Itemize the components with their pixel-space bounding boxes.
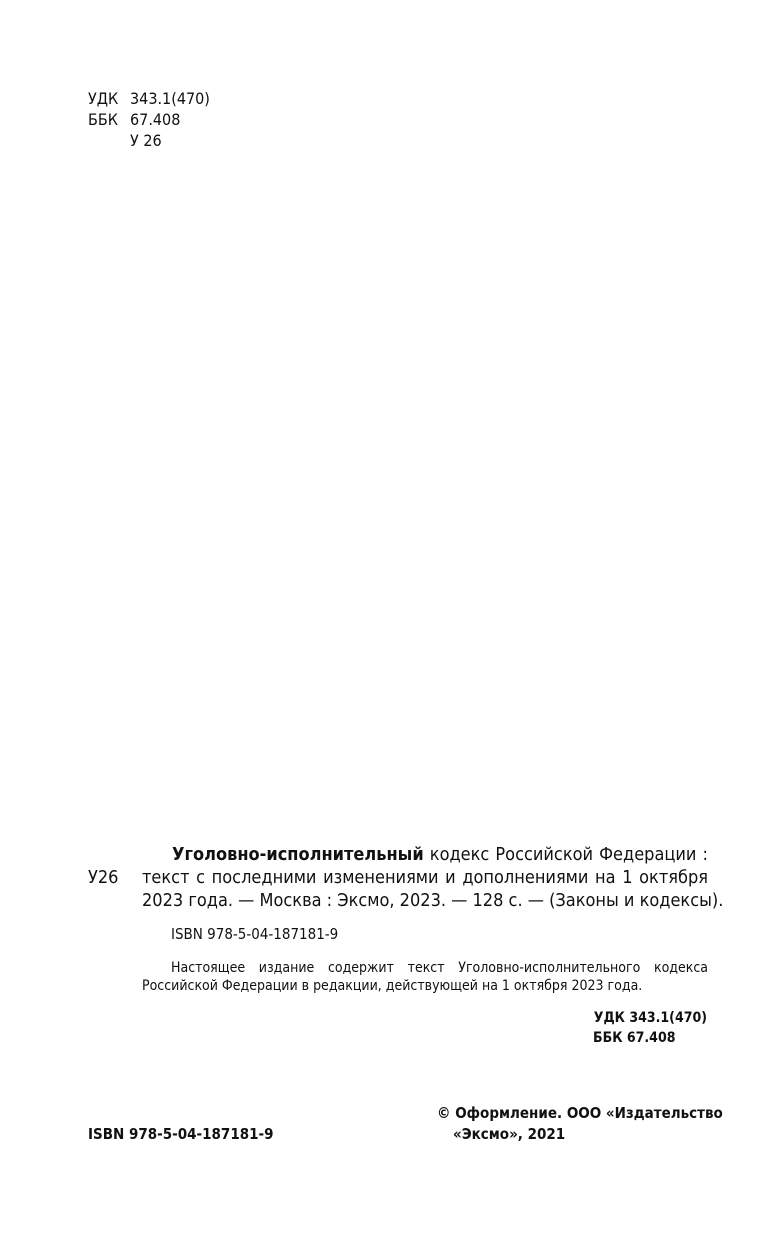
udk-label: УДК (88, 89, 119, 108)
author-mark: У26 (88, 867, 119, 888)
udk-line (88, 88, 210, 110)
title-line-2 (142, 866, 708, 890)
bbk-label: ББК (88, 110, 118, 129)
title-bold: Уголовно-исполнительный (172, 844, 424, 865)
title-rest: кодекс Российской Федерации : (429, 844, 708, 865)
copyright-line-1: © Оформление. ООО «Издательство (437, 1104, 723, 1122)
footer-isbn: ISBN 978-5-04-187181-9 (88, 1125, 274, 1143)
bbk-line (88, 109, 180, 131)
title-line-3 (142, 889, 724, 913)
record-bbk: ББК 67.408 (593, 1030, 676, 1046)
annotation-line-2: Российской Федерации в редакции, действующей на 1 октября 2023 года. (142, 978, 643, 994)
annotation-text-1: Настоящее издание содержит текст Уголовно-исполнительного кодекса (171, 960, 708, 976)
udk-value: 343.1(470) (130, 89, 210, 108)
record-line-3: 2023 года. — Москва : Эксмо, 2023. — 128 с. — (Законы и кодексы). (142, 890, 724, 911)
title-line-1 (142, 843, 708, 867)
bbk-value: 67.408 (130, 110, 181, 129)
author-mark-top: У 26 (130, 131, 162, 150)
record-udk: УДК 343.1(470) (593, 1010, 707, 1026)
record-isbn: ISBN 978-5-04-187181-9 (171, 925, 339, 943)
copyright-line-2: «Эксмо», 2021 (453, 1125, 566, 1143)
record-line-2: текст с последними изменениями и дополнениями на 1 октября (142, 867, 708, 888)
